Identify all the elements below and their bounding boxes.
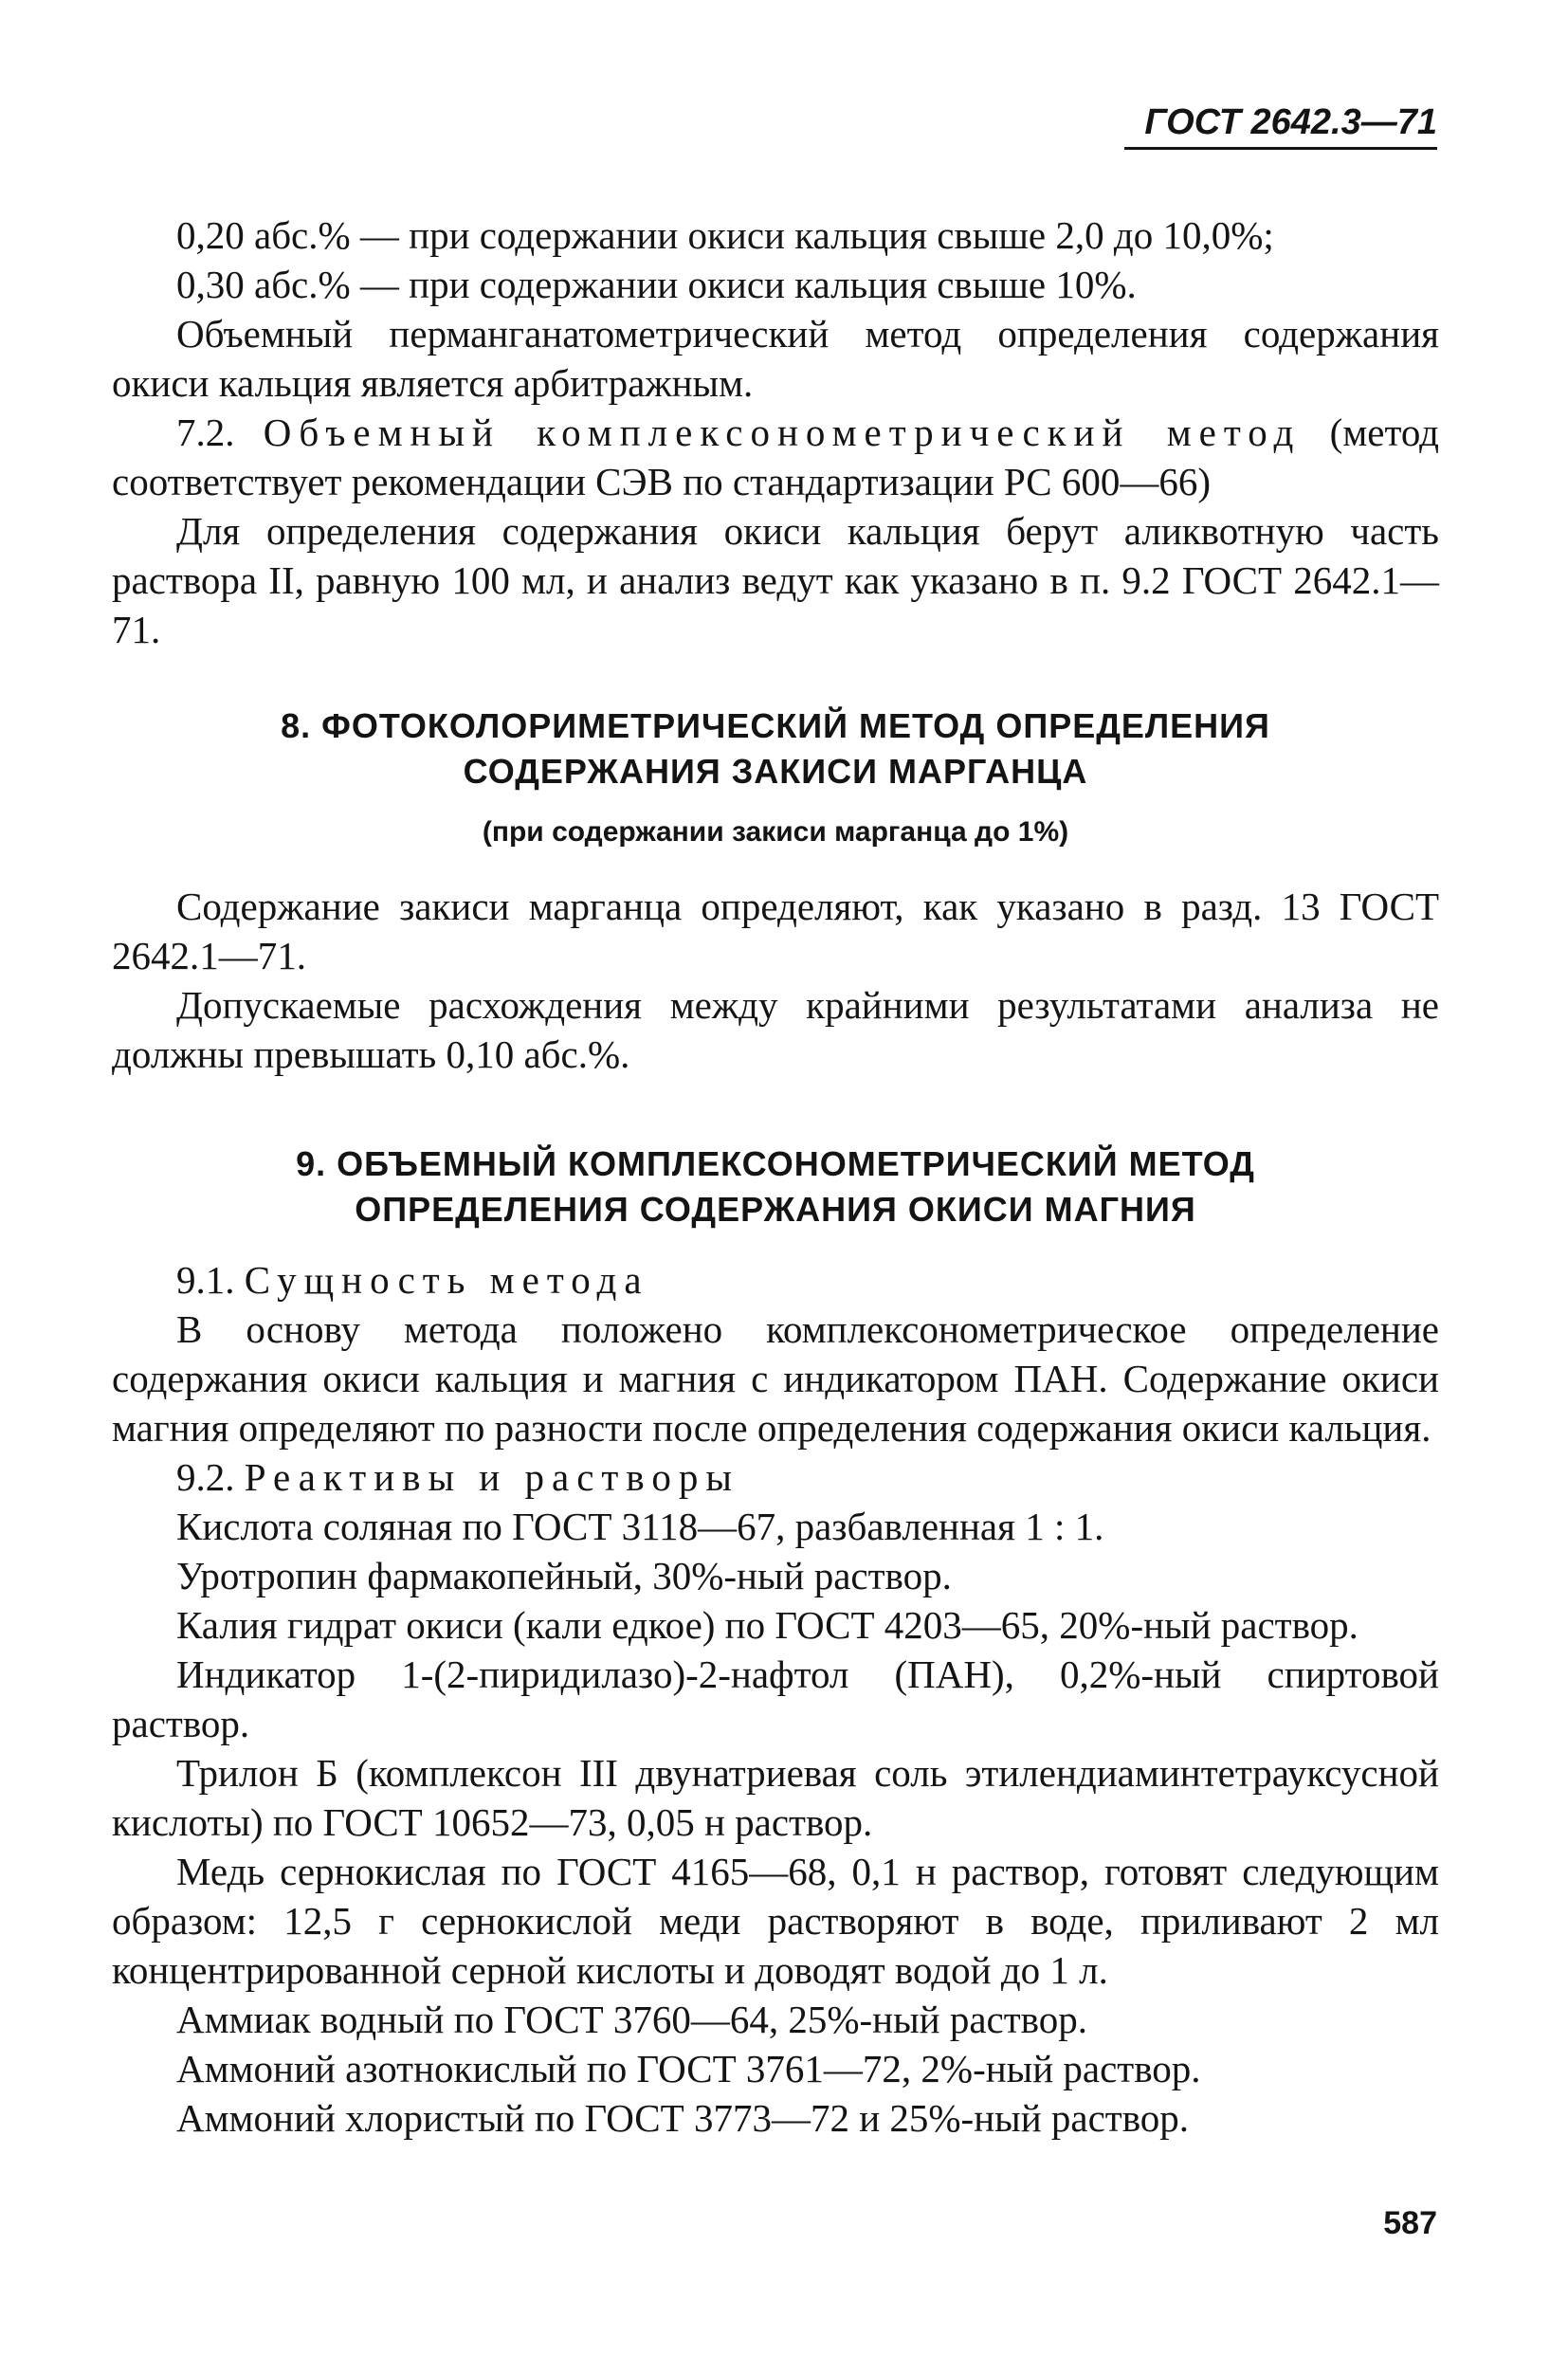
- item-number: 9.1.: [176, 1258, 235, 1302]
- reagent: Кислота соляная по ГОСТ 3118—67, разбавленная 1 : 1.: [176, 1505, 1104, 1548]
- paragraph: Для определения содержания окиси кальция берут аликвотную часть раствора II, равную 100 мл, и анализ ведут как указано в п. 9.2 ГОСТ 2642.1—71.: [112, 509, 1439, 651]
- paragraph: 0,30 абс.% — при содержании окиси кальция свыше 10%.: [176, 263, 1137, 306]
- paragraph: В основу метода положено комплексонометрическое определение содержания окиси кальция и магния с индикатором ПАН. Содержание окиси магния определяют по разности после определения содержания окиси кальция.: [112, 1307, 1439, 1450]
- page-header: ГОСТ 2642.3—71: [1124, 102, 1437, 150]
- item-9-1-heading: [112, 1255, 1439, 1305]
- item-7-2: [112, 408, 1439, 506]
- reagent: Медь сернокислая по ГОСТ 4165—68, 0,1 н раствор, готовят следующим образом: 12,5 г сернокислой меди растворяют в воде, приливают 2 мл концентрированной серной кислоты и доводят водой до 1 л.: [112, 1850, 1439, 1992]
- paragraph: Объемный перманганатометрический метод определения содержания окиси кальция является арбитражным.: [112, 312, 1439, 405]
- item-title: Объемный комплексонометрический метод: [263, 411, 1302, 454]
- item-title-rest: (метод соответствует рекомендации СЭВ по стандартизации РС 600—66): [112, 411, 1440, 503]
- reagent: Калия гидрат окиси (кали едкое) по ГОСТ 4203—65, 20%-ный раствор.: [176, 1603, 1358, 1647]
- page-number: 587: [1383, 2205, 1437, 2241]
- paragraph: Содержание закиси марганца определяют, как указано в разд. 13 ГОСТ 2642.1—71.: [112, 885, 1439, 977]
- section-9-title: 9. ОБЪЕМНЫЙ КОМПЛЕКСОНОМЕТРИЧЕСКИЙ МЕТОД ОПРЕДЕЛЕНИЯ СОДЕРЖАНИЯ ОКИСИ МАГНИЯ: [296, 1144, 1255, 1229]
- reagent: Аммиак водный по ГОСТ 3760—64, 25%-ный раствор.: [176, 1998, 1087, 2041]
- reagent: Аммоний азотнокислый по ГОСТ 3761—72, 2%-ный раствор.: [176, 2047, 1201, 2090]
- item-number: 7.2.: [176, 411, 235, 454]
- reagent: Уротропин фармакопейный, 30%-ный раствор.: [176, 1554, 952, 1597]
- item-title: Сущность метода: [244, 1258, 649, 1302]
- section-8-title: 8. ФОТОКОЛОРИМЕТРИЧЕСКИЙ МЕТОД ОПРЕДЕЛЕНИЯ СОДЕРЖАНИЯ ЗАКИСИ МАРГАНЦА: [281, 706, 1270, 791]
- item-9-2-heading: [112, 1452, 1439, 1502]
- item-number: 9.2.: [176, 1455, 235, 1499]
- reagent: Индикатор 1-(2-пиридилазо)-2-нафтол (ПАН), 0,2%-ный спиртовой раствор.: [112, 1652, 1439, 1745]
- reagent: Трилон Б (комплексон III двунатриевая соль этилендиаминтетрауксусной кислоты) по ГОСТ 10652—73, 0,05 н раствор.: [112, 1751, 1439, 1844]
- paragraph: Допускаемые расхождения между крайними результатами анализа не должны превышать 0,10 абс.%.: [112, 983, 1439, 1076]
- paragraph: 0,20 абс.% — при содержании окиси кальция свыше 2,0 до 10,0%;: [176, 213, 1274, 257]
- item-title: Реактивы и растворы: [244, 1455, 739, 1499]
- reagent: Аммоний хлористый по ГОСТ 3773—72 и 25%-ный раствор.: [176, 2096, 1190, 2140]
- page-body: [112, 210, 1439, 2143]
- section-8-subtitle: (при содержании закиси марганца до 1%): [482, 816, 1069, 848]
